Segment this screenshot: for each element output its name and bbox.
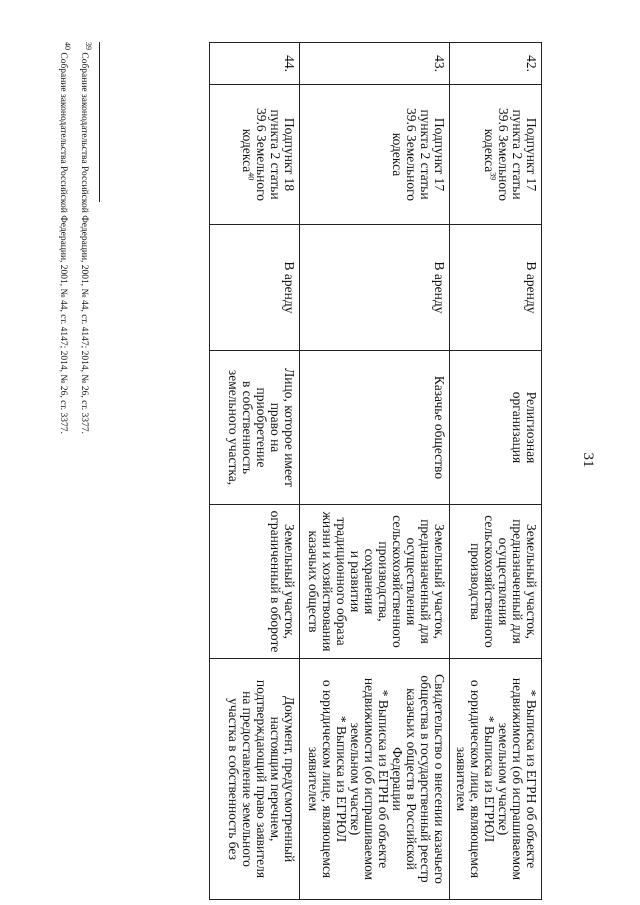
required-documents-cell: Свидетельство о внесении казачьего общества в государственный реестр казачьих обществ в Российской Федерации * Выписка из ЕГРН об объекте недвижимости (об испрашиваемом земельном участке) * Выписка из ЕГРЮЛ о юридическом лице, являющемся заявителем <box>300 659 450 900</box>
required-documents-cell: Документ, предусмотренный настоящим перечнем, подтверждающий право заявителя на предоставление земельного участка в собственность без <box>210 659 300 900</box>
table-row <box>300 43 450 900</box>
table-row <box>450 43 542 900</box>
required-documents-cell: * Выписка из ЕГРН об объекте недвижимости (об испрашиваемом земельном участке) * Выписка из ЕГРЮЛ о юридическом лице, являющемся заявителем <box>450 659 542 900</box>
footnote: $^{39}$ Собрание законодательства Российской Федерации, 2001, № 44, ст. 4147; 2014, № 26, ст. 3377. <box>79 42 94 434</box>
footnote-ref: 39 <box>488 172 498 181</box>
provision-kind-cell: В аренду <box>210 225 300 351</box>
footnote-separator <box>99 42 100 202</box>
applicant-cell: Религиозная организация <box>450 351 542 505</box>
row-number: 44. <box>210 43 300 85</box>
footnote: $^{40}$ Собрание законодательства Российской Федерации, 2001, № 44, ст. 4147; 2014, № 26, ст. 3377. <box>58 42 73 434</box>
land-purpose-cell: Земельный участок, предназначенный для осуществления сельскохозяйственного производства <box>450 505 542 659</box>
footnotes <box>52 42 94 642</box>
footnote-ref: 40 <box>246 172 256 181</box>
provision-kind-cell: В аренду <box>300 225 450 351</box>
legal-reference-cell: Подпункт 18 пункта 2 статьи 39.6 Земельного кодекса$^{40}$ <box>210 85 300 225</box>
provision-kind-cell: В аренду <box>450 225 542 351</box>
grounds-table <box>209 42 542 900</box>
row-number: 43. <box>300 43 450 85</box>
land-purpose-cell: Земельный участок, ограниченный в обороте <box>210 505 300 659</box>
legal-reference-cell: Подпункт 17 пункта 2 статьи 39.6 Земельного кодекса$^{39}$ <box>450 85 542 225</box>
applicant-cell: Казачье общество <box>300 351 450 505</box>
row-number: 42. <box>450 43 542 85</box>
legal-reference-cell: Подпункт 17 пункта 2 статьи 39.6 Земельного кодекса <box>300 85 450 225</box>
page-number: 31 <box>580 452 596 468</box>
applicant-cell: Лицо, которое имеет право на приобретение в собственность земельного участка, <box>210 351 300 505</box>
table-row <box>210 43 300 900</box>
land-purpose-cell: Земельный участок, предназначенный для осуществления сельскохозяйственного производства, сохранения и развития традиционного образа жизни и хозяйствования казачьих обществ <box>300 505 450 659</box>
